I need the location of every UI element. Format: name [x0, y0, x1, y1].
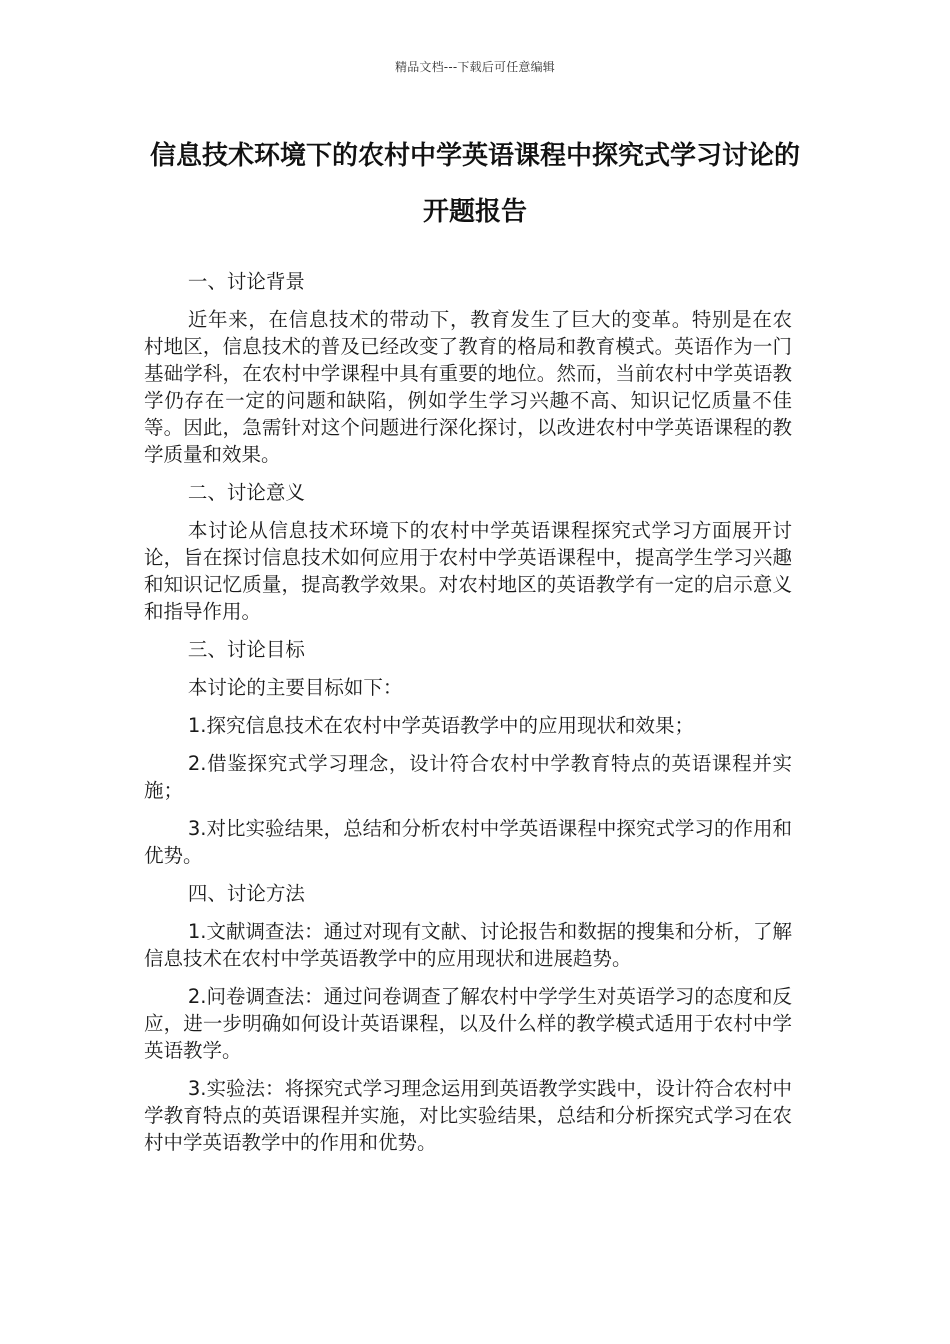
goal-item-3: 3.对比实验结果，总结和分析农村中学英语课程中探究式学习的作用和优势。: [144, 817, 792, 867]
section-heading-methods: 四、讨论方法: [187, 882, 305, 905]
section-heading-goals: 三、讨论目标: [187, 638, 305, 661]
section-heading-significance: 二、讨论意义: [187, 481, 305, 504]
method-item-2: 2.问卷调查法：通过问卷调查了解农村中学学生对英语学习的态度和反应，进一步明确如何设计英语课程，以及什么样的教学模式适用于农村中学英语教学。: [144, 985, 792, 1062]
goal-item-2: 2.借鉴探究式学习理念，设计符合农村中学教育特点的英语课程并实施；: [144, 752, 792, 802]
section-heading-background: 一、讨论背景: [187, 270, 305, 293]
paragraph-background: 近年来，在信息技术的带动下，教育发生了巨大的变革。特别是在农村地区，信息技术的普及已经改变了教育的格局和教育模式。英语作为一门基础学科，在农村中学课程中具有重要的地位。然而，当前农村中学英语教学仍存在一定的问题和缺陷，例如学生学习兴趣不高、知识记忆质量不佳等。因此，急需针对这个问题进行深化探讨，以改进农村中学英语课程的教学质量和效果。: [144, 308, 792, 466]
paragraph-goals-intro: 本讨论的主要目标如下：: [187, 676, 403, 699]
method-item-3: 3.实验法：将探究式学习理念运用到英语教学实践中，设计符合农村中学教育特点的英语课程并实施，对比实验结果，总结和分析探究式学习在农村中学英语教学中的作用和优势。: [144, 1077, 792, 1154]
paragraph-significance: 本讨论从信息技术环境下的农村中学英语课程探究式学习方面展开讨论，旨在探讨信息技术如何应用于农村中学英语课程中，提高学生学习兴趣和知识记忆质量，提高教学效果。对农村地区的英语教学有一定的启示意义和指导作用。: [144, 519, 792, 623]
header-note: 精品文档---下载后可任意编辑: [395, 60, 555, 74]
method-item-1: 1.文献调查法：通过对现有文献、讨论报告和数据的搜集和分析，了解信息技术在农村中学英语教学中的应用现状和进展趋势。: [144, 920, 792, 970]
goal-item-1: 1.探究信息技术在农村中学英语教学中的应用现状和效果；: [187, 714, 694, 737]
document-body: [144, 268, 792, 1167]
document-title: 信息技术环境下的农村中学英语课程中探究式学习讨论的开题报告: [149, 141, 800, 227]
